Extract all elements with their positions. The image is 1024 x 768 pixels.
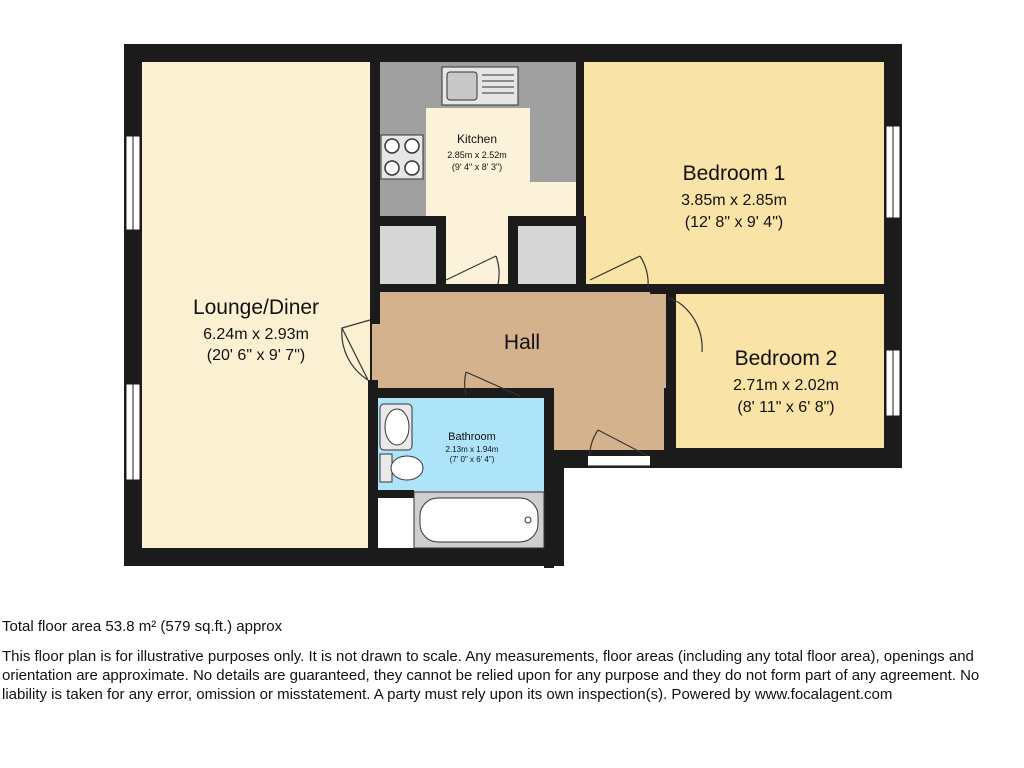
room-size-imperial: (20' 6" x 9' 7") xyxy=(206,347,306,364)
wall-bed1-bed2 xyxy=(650,284,902,294)
room-name: Bedroom 1 xyxy=(682,162,786,185)
wall-hall-top xyxy=(378,284,408,292)
room-name: Bedroom 2 xyxy=(734,347,838,370)
hall-floor-lower xyxy=(554,386,664,450)
room-size-imperial: (8' 11" x 6' 8") xyxy=(737,399,835,416)
room-size-imperial: (12' 8" x 9' 4") xyxy=(684,214,784,231)
room-name: Kitchen xyxy=(456,132,498,146)
wall-hall-top-b xyxy=(430,284,446,292)
room-size-metric: 3.85m x 2.85m xyxy=(681,192,787,209)
kitchen-floor-lower xyxy=(426,182,576,216)
bedroom2-floor xyxy=(676,294,884,448)
toilet-icon xyxy=(380,454,423,482)
wall-hall-top-d xyxy=(566,284,590,292)
room-size-metric: 6.24m x 2.93m xyxy=(203,326,309,343)
room-label-bedroom2 xyxy=(733,347,839,416)
disclaimer-text: This floor plan is for illustrative purposes only. It is not drawn to scale. Any measurements, floor areas (including any total floor area), openings and orientation are approximate. No details are guaranteed, they cannot be relied upon for any purpose and they do not form part of any agreement. No liability is taken for any error, omission or misstatement. A party must rely upon its own inspection(s). Powered by www.focalagent.com xyxy=(2,648,980,703)
cupboard-left xyxy=(380,226,436,284)
hob-icon xyxy=(381,135,423,179)
sink-icon xyxy=(442,67,518,105)
wall-kitchen-bed1 xyxy=(576,44,584,292)
cupboard-right xyxy=(518,226,576,284)
wall-bath-top xyxy=(378,388,466,398)
room-label-lounge xyxy=(193,296,319,364)
room-name: Bathroom xyxy=(448,431,496,443)
wall-bath-right xyxy=(544,388,554,568)
room-size-metric: 2.13m x 1.94m xyxy=(445,445,499,454)
room-name: Lounge/Diner xyxy=(192,296,320,319)
room-size-imperial: (9' 4" x 8' 3") xyxy=(451,162,503,172)
wall-lounge-hall-lower xyxy=(368,380,378,560)
room-name: Hall xyxy=(503,331,541,354)
room-label-hall xyxy=(504,331,540,354)
wall-hall-bed2 xyxy=(666,294,676,464)
room-label-bathroom xyxy=(446,431,499,464)
bath-icon xyxy=(414,492,544,548)
room-label-bedroom1 xyxy=(681,162,787,231)
wall-bath-bottom xyxy=(378,490,414,498)
wall-hall-top-c xyxy=(508,284,526,292)
wall-lounge-kitchen xyxy=(370,44,380,324)
room-size-metric: 2.71m x 2.02m xyxy=(733,377,839,394)
room-size-imperial: (7' 0" x 6' 4") xyxy=(449,455,495,464)
kitchen-worktop-right xyxy=(530,62,576,182)
room-size-metric: 2.85m x 2.52m xyxy=(447,150,507,160)
basin-icon xyxy=(380,404,412,450)
total-floor-area: Total floor area 53.8 m² (579 sq.ft.) approx xyxy=(2,618,283,635)
